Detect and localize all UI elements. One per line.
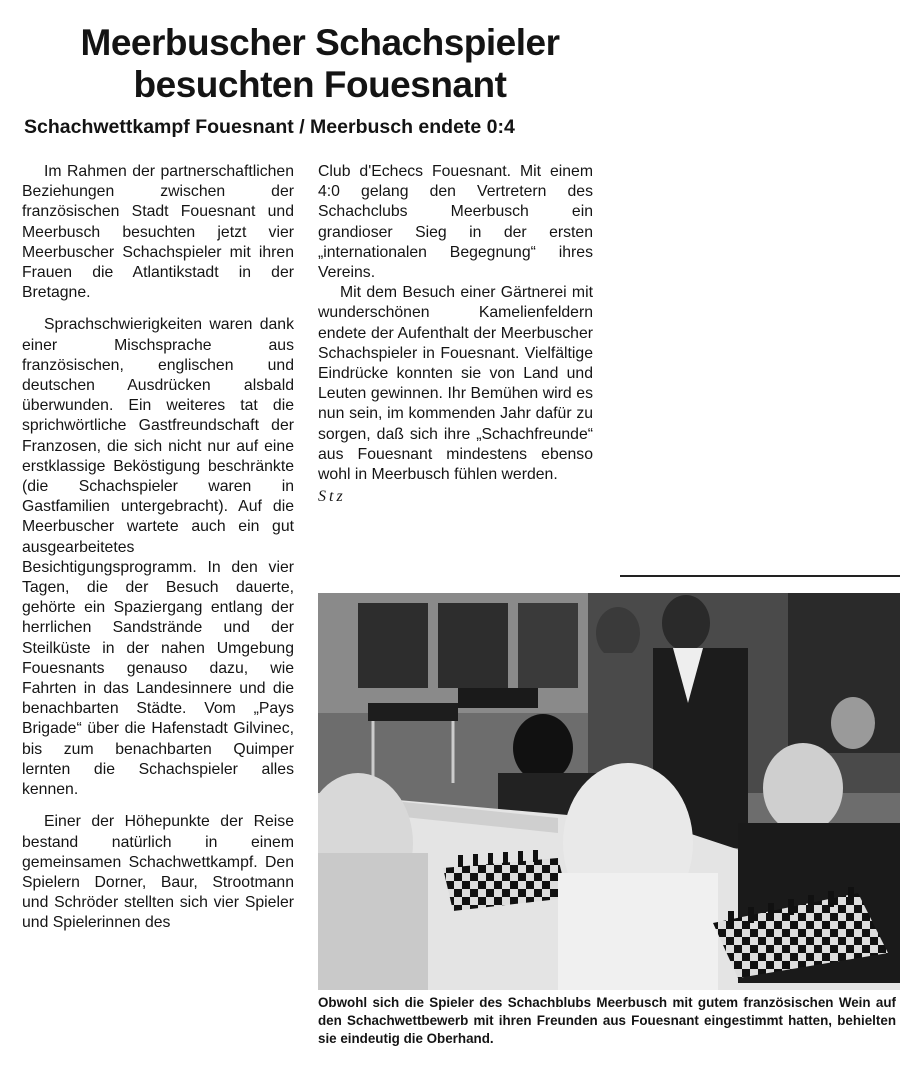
- paragraph-hospitality: Sprachschwierigkeiten waren dank einer Mischsprache aus französischen, englischen und deutschen Ausdrücken alsbald überwunden. Ein weiteres tat die sprichwörtliche Gastfreundschaft der Franzosen, die sich nicht nur auf eine erstklassige Beköstigung beschränkte (die Schachspieler waren in Gastfamilien untergebracht). Auf die Meerbuscher wartete auch ein gut ausgearbeitetes Besichtigungsprogramm. In den vier Tagen, die der Besuch dauerte, gehörte ein Spaziergang entlang der herrlichen Sandstrände und der Steilküste in der nahen Umgebung Fouesnants genauso dazu, wie Fahrten in das Landesinnere und die benachbarten Städte. Vom „Pays Brigade“ über die Hafenstadt Gilvinec, bis zum benachbarten Quimper lernten die Schachspieler alles kennen.: [22, 316, 294, 799]
- chess-match-photo: [318, 593, 900, 990]
- paragraph-result: Club d'Echecs Fouesnant. Mit einem 4:0 gelang den Vertretern des Schachclubs Meerbusch ein grandioser Sieg in der ersten „internationalen Begegnung“ ihres Vereins.: [318, 163, 593, 282]
- photo-caption: Obwohl sich die Spieler des Schachblubs Meerbusch mit gutem französischen Wein auf den Schachwettbewerb mit ihren Freunden aus Fouesnant eingestimmt hatten, behielten sie eindeutig die Oberhand.: [318, 995, 896, 1046]
- article-headline: [20, 22, 620, 106]
- headline-line-2: besuchten Fouesnant: [133, 64, 507, 105]
- paragraph-chess-match: Einer der Höhepunkte der Reise bestand natürlich in einem gemeinsamen Schachwettkampf. Den Spielern Dorner, Baur, Strootmann und Schröder stellten sich vier Spieler und Spielerinnen des: [22, 813, 294, 932]
- headline-line-1: Meerbuscher Schachspieler: [80, 22, 560, 63]
- article-subheadline: Schachwettkampf Fouesnant / Meerbusch endete 0:4: [24, 116, 515, 138]
- article-column-2: [318, 162, 593, 507]
- paragraph-intro: Im Rahmen der partnerschaftlichen Beziehungen zwischen der französischen Stadt Fouesnant und Meerbusch besuchten jetzt vier Meerbuscher Schachspieler mit ihren Frauen die Atlantikstadt in der Bretagne.: [22, 163, 294, 302]
- column-rule: [620, 575, 900, 577]
- paragraph-conclusion: Mit dem Besuch einer Gärtnerei mit wunderschönen Kamelienfeldern endete der Aufenthalt der Meerbuscher Schachspieler in Fouesnant. Vielfältige Eindrücke konnten sie von Land und Leuten gewinnen. Ihr Bemühen wird es nun sein, im kommenden Jahr dafür zu sorgen, daß sich ihre „Schachfreunde“ aus Fouesnant mindestens ebenso wohl in Meerbusch fühlen werden.: [318, 284, 593, 484]
- photo-illustration: [318, 593, 900, 990]
- article-column-1: [22, 162, 294, 934]
- author-signature: Stz: [318, 488, 346, 506]
